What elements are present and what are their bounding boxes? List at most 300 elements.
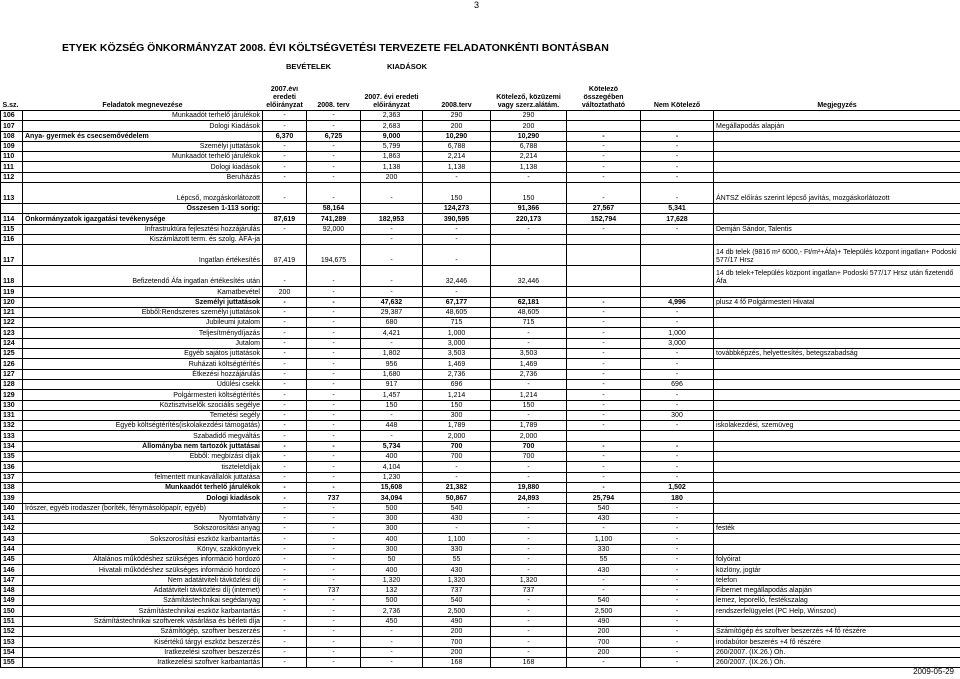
row-number: 151: [1, 616, 23, 626]
row-note: [714, 369, 960, 379]
row-number: 146: [1, 565, 23, 575]
row-value: -: [567, 462, 641, 472]
row-number: 141: [1, 513, 23, 523]
row-number: 136: [1, 462, 23, 472]
row-value: -: [263, 349, 307, 359]
row-value: -: [263, 493, 307, 503]
table-row: [1, 141, 960, 151]
row-note: [714, 162, 960, 172]
row-value: [307, 234, 361, 244]
row-name: Nem adatátviteli távközlési díj: [23, 575, 263, 585]
row-name: Lépcső, mozgáskorlátozott: [23, 183, 263, 204]
row-value: -: [263, 585, 307, 595]
row-value: [641, 431, 714, 441]
row-value: -: [641, 534, 714, 544]
row-value: -: [263, 111, 307, 121]
row-value: -: [567, 585, 641, 595]
table-row: [1, 606, 960, 616]
row-value: 1,320: [491, 575, 567, 585]
row-note: plusz 4 fő Polgármesteri Hivatal: [714, 297, 960, 307]
row-value: 27,567: [567, 204, 641, 214]
row-value: -: [307, 431, 361, 441]
row-value: 5,799: [361, 141, 423, 151]
row-name: Polgármesteri költségtérítés: [23, 390, 263, 400]
row-value: -: [307, 657, 361, 667]
row-value: 200: [491, 121, 567, 131]
row-value: -: [263, 421, 307, 431]
row-value: -: [641, 369, 714, 379]
row-value: 1,230: [361, 472, 423, 482]
row-value: 2,500: [567, 606, 641, 616]
row-name: Dologi kiadások: [23, 493, 263, 503]
row-name: Számítástechnikai eszköz karbantartás: [23, 606, 263, 616]
row-value: -: [307, 575, 361, 585]
row-value: 1,100: [567, 534, 641, 544]
table-row: [1, 121, 960, 131]
row-value: -: [307, 141, 361, 151]
row-note: [714, 214, 960, 224]
row-value: 1,457: [361, 390, 423, 400]
row-value: -: [263, 152, 307, 162]
row-value: 91,366: [491, 204, 567, 214]
row-value: 87,419: [263, 245, 307, 266]
row-value: 34,094: [361, 493, 423, 503]
row-value: -: [361, 224, 423, 234]
row-value: -: [567, 359, 641, 369]
row-name: Számítástechnikai segédanyag: [23, 596, 263, 606]
row-name: Infrastruktúra fejlesztési hozzájárulás: [23, 224, 263, 234]
row-value: -: [307, 554, 361, 564]
row-value: -: [641, 349, 714, 359]
row-value: -: [263, 637, 307, 647]
footer-date: 2009-05-29: [913, 667, 954, 676]
row-number: 134: [1, 441, 23, 451]
row-value: -: [307, 410, 361, 420]
row-value: 150: [491, 183, 567, 204]
row-number: 120: [1, 297, 23, 307]
row-note: [714, 307, 960, 317]
row-note: rendszerfelügyelet (PC Help, Winszoc): [714, 606, 960, 616]
table-row: [1, 318, 960, 328]
row-value: -: [307, 349, 361, 359]
row-value: -: [641, 524, 714, 534]
row-value: -: [263, 534, 307, 544]
row-number: 143: [1, 534, 23, 544]
row-value: 680: [361, 318, 423, 328]
row-number: 107: [1, 121, 23, 131]
row-number: 132: [1, 421, 23, 431]
row-value: -: [567, 379, 641, 389]
row-number: 110: [1, 152, 23, 162]
row-value: 700: [491, 452, 567, 462]
row-name: Kiszámlázott term. és szolg. ÁFÁ-ja: [23, 234, 263, 244]
row-value: 1,789: [491, 421, 567, 431]
row-value: -: [263, 390, 307, 400]
row-value: -: [263, 328, 307, 338]
row-value: 168: [423, 657, 491, 667]
table-row: [1, 493, 960, 503]
row-value: [567, 431, 641, 441]
row-value: [641, 111, 714, 121]
row-value: -: [263, 575, 307, 585]
row-note: [714, 462, 960, 472]
row-value: -: [491, 462, 567, 472]
row-name: Sokszorosítási eszköz karbantartás: [23, 534, 263, 544]
row-value: 92,000: [307, 224, 361, 234]
row-value: 2,214: [491, 152, 567, 162]
row-number: 124: [1, 338, 23, 348]
table-row: [1, 328, 960, 338]
row-name: Egyéb sajátos juttatások: [23, 349, 263, 359]
row-value: 55: [423, 554, 491, 564]
row-value: -: [641, 544, 714, 554]
row-name: Egyéb költségtérítés(iskolakezdési támogatás): [23, 421, 263, 431]
row-name: Köztisztviselők szociális segélye: [23, 400, 263, 410]
row-number: 111: [1, 162, 23, 172]
row-value: -: [491, 606, 567, 616]
row-number: 137: [1, 472, 23, 482]
row-value: -: [641, 172, 714, 182]
row-value: [567, 111, 641, 121]
row-value: -: [263, 503, 307, 513]
row-value: -: [491, 472, 567, 482]
row-value: -: [263, 431, 307, 441]
row-value: -: [491, 410, 567, 420]
row-value: 500: [361, 503, 423, 513]
row-note: festék: [714, 524, 960, 534]
row-value: 956: [361, 359, 423, 369]
row-value: -: [307, 390, 361, 400]
row-number: 127: [1, 369, 23, 379]
table-row: [1, 338, 960, 348]
row-value: 330: [423, 544, 491, 554]
row-value: [641, 234, 714, 244]
row-name: Iratkezelési szoftver karbantartás: [23, 657, 263, 667]
row-value: 450: [361, 616, 423, 626]
row-value: -: [263, 307, 307, 317]
row-note: [714, 172, 960, 182]
row-value: -: [491, 338, 567, 348]
row-value: -: [641, 452, 714, 462]
row-note: [714, 141, 960, 151]
row-name: Szabadidő megváltás: [23, 431, 263, 441]
row-number: 140: [1, 503, 23, 513]
row-value: -: [307, 452, 361, 462]
row-value: 330: [567, 544, 641, 554]
row-value: -: [263, 172, 307, 182]
header-c1: 2007.évi eredeti előirányzat: [266, 86, 303, 109]
row-value: -: [567, 390, 641, 400]
row-value: 1,138: [361, 162, 423, 172]
row-name: Iratkezelési szoftver beszerzés: [23, 647, 263, 657]
row-note: [714, 390, 960, 400]
row-number: 114: [1, 214, 23, 224]
row-value: [567, 234, 641, 244]
row-value: 490: [567, 616, 641, 626]
row-value: 737: [491, 585, 567, 595]
row-value: -: [567, 224, 641, 234]
row-value: 1,214: [491, 390, 567, 400]
row-value: 1,138: [423, 162, 491, 172]
row-value: 1,214: [423, 390, 491, 400]
row-value: -: [423, 287, 491, 297]
row-value: -: [263, 452, 307, 462]
row-value: 150: [491, 400, 567, 410]
row-note: Fibernet megállapodás alapján: [714, 585, 960, 595]
row-value: -: [263, 462, 307, 472]
row-number: 106: [1, 111, 23, 121]
row-value: -: [423, 224, 491, 234]
row-value: 741,289: [307, 214, 361, 224]
row-value: 300: [361, 513, 423, 523]
row-value: -: [641, 606, 714, 616]
row-value: 3,000: [641, 338, 714, 348]
row-value: -: [491, 596, 567, 606]
row-value: 430: [567, 513, 641, 523]
row-value: -: [263, 162, 307, 172]
table-row: [1, 565, 960, 575]
row-note: ÁNTSZ előírás szerint lépcső javítás, mozgáskorlátozott: [714, 183, 960, 204]
row-value: -: [641, 627, 714, 637]
row-value: 715: [423, 318, 491, 328]
row-value: -: [307, 441, 361, 451]
table-row: [1, 616, 960, 626]
row-name: Anya- gyermek és csecsemővédelem: [23, 131, 263, 141]
row-value: 696: [641, 379, 714, 389]
row-name: Jutalom: [23, 338, 263, 348]
row-value: 87,619: [263, 214, 307, 224]
row-value: 55: [567, 554, 641, 564]
row-value: -: [491, 647, 567, 657]
row-note: [714, 111, 960, 121]
row-note: [714, 287, 960, 297]
row-name: Sokszorosítási anyag: [23, 524, 263, 534]
row-number: 139: [1, 493, 23, 503]
row-value: 50,867: [423, 493, 491, 503]
table-row: [1, 390, 960, 400]
row-value: -: [641, 224, 714, 234]
table-row: [1, 183, 960, 204]
row-value: 150: [361, 400, 423, 410]
row-value: -: [567, 575, 641, 585]
row-value: 21,382: [423, 482, 491, 492]
row-value: 300: [361, 524, 423, 534]
table-row: [1, 297, 960, 307]
row-value: 194,675: [307, 245, 361, 266]
row-value: [567, 121, 641, 131]
row-value: 2,000: [491, 431, 567, 441]
row-value: -: [263, 482, 307, 492]
row-value: -: [263, 657, 307, 667]
row-value: -: [491, 565, 567, 575]
row-value: -: [263, 379, 307, 389]
row-value: 500: [361, 596, 423, 606]
row-value: [567, 266, 641, 287]
row-value: 200: [423, 647, 491, 657]
row-number: 128: [1, 379, 23, 389]
row-value: -: [641, 472, 714, 482]
row-value: 200: [361, 172, 423, 182]
row-name: Teljesítménydíjazás: [23, 328, 263, 338]
row-value: 48,605: [423, 307, 491, 317]
row-value: 1,320: [361, 575, 423, 585]
row-value: -: [567, 400, 641, 410]
row-value: -: [263, 616, 307, 626]
row-note: [714, 472, 960, 482]
row-value: 300: [423, 410, 491, 420]
row-value: -: [263, 524, 307, 534]
row-value: -: [641, 318, 714, 328]
row-value: -: [641, 585, 714, 595]
row-number: 119: [1, 287, 23, 297]
row-name: Állományba nem tartozók juttatásai: [23, 441, 263, 451]
row-note: [714, 452, 960, 462]
row-value: -: [567, 349, 641, 359]
row-note: [714, 379, 960, 389]
table-row: [1, 534, 960, 544]
row-note: iskolakezdési, szemüveg: [714, 421, 960, 431]
row-value: 3,000: [423, 338, 491, 348]
row-value: 737: [307, 585, 361, 595]
row-name: Kisértékű tárgyi eszköz beszerzés: [23, 637, 263, 647]
row-value: -: [307, 111, 361, 121]
row-value: -: [641, 554, 714, 564]
row-value: -: [641, 421, 714, 431]
row-value: -: [423, 462, 491, 472]
row-value: -: [641, 131, 714, 141]
row-value: -: [307, 647, 361, 657]
row-note: [714, 318, 960, 328]
row-value: 6,788: [491, 141, 567, 151]
row-note: [714, 534, 960, 544]
row-number: 112: [1, 172, 23, 182]
row-value: -: [567, 141, 641, 151]
header-name: Feladatok megnevezése: [102, 102, 183, 109]
row-value: 1,469: [491, 359, 567, 369]
row-value: -: [641, 647, 714, 657]
row-value: 700: [423, 441, 491, 451]
row-value: -: [641, 565, 714, 575]
table-row: [1, 369, 960, 379]
table-row: [1, 627, 960, 637]
row-value: -: [263, 141, 307, 151]
row-number: 113: [1, 183, 23, 204]
row-value: -: [307, 482, 361, 492]
row-number: 122: [1, 318, 23, 328]
row-note: [714, 338, 960, 348]
row-name: Temetési segély: [23, 410, 263, 420]
row-value: -: [307, 266, 361, 287]
table-row: [1, 596, 960, 606]
row-name: Számítástechnikai szoftverek vásárlása és bérleti díja: [23, 616, 263, 626]
row-value: 168: [491, 657, 567, 667]
row-value: [491, 245, 567, 266]
row-number: 153: [1, 637, 23, 647]
row-number: 148: [1, 585, 23, 595]
row-name: felmentett munkavállalók juttatása: [23, 472, 263, 482]
table-row: [1, 482, 960, 492]
row-name: Adatátviteli távközlési díj (internet): [23, 585, 263, 595]
row-name: Hivatali működéshez szükséges információ hordozó: [23, 565, 263, 575]
row-value: -: [641, 575, 714, 585]
table-row: [1, 513, 960, 523]
row-note: Demján Sándor, Talentis: [714, 224, 960, 234]
row-note: [714, 204, 960, 214]
header-ssz: S.sz.: [2, 102, 19, 109]
row-number: 130: [1, 400, 23, 410]
row-number: 154: [1, 647, 23, 657]
row-value: -: [307, 162, 361, 172]
table-row: [1, 224, 960, 234]
row-note: [714, 431, 960, 441]
row-name: Ebből:Rendszeres személyi juttatások: [23, 307, 263, 317]
row-note: [714, 328, 960, 338]
row-number: 126: [1, 359, 23, 369]
row-value: -: [361, 183, 423, 204]
row-value: 200: [423, 627, 491, 637]
table-row: [1, 462, 960, 472]
row-value: 4,996: [641, 297, 714, 307]
row-note: továbbképzés, helyettesítés, betegszabadság: [714, 349, 960, 359]
row-note: [714, 359, 960, 369]
row-name: Munkaadót terhelő járulékok: [23, 482, 263, 492]
row-value: -: [263, 318, 307, 328]
table-row: [1, 111, 960, 121]
row-value: 32,446: [423, 266, 491, 287]
row-value: 700: [423, 637, 491, 647]
row-name: Könyv, szakkönyvek: [23, 544, 263, 554]
row-value: -: [263, 565, 307, 575]
row-value: [263, 234, 307, 244]
row-value: -: [491, 554, 567, 564]
row-number: 118: [1, 266, 23, 287]
row-value: -: [263, 266, 307, 287]
table-row: [1, 245, 960, 266]
row-value: -: [263, 369, 307, 379]
row-value: -: [307, 287, 361, 297]
row-number: 116: [1, 234, 23, 244]
row-value: [263, 204, 307, 214]
row-value: 1,789: [423, 421, 491, 431]
row-value: -: [307, 338, 361, 348]
row-value: -: [307, 307, 361, 317]
table-row: [1, 441, 960, 451]
row-note: [714, 410, 960, 420]
table-row: [1, 359, 960, 369]
row-value: -: [263, 183, 307, 204]
row-name: Étkezési hozzájárulás: [23, 369, 263, 379]
row-note: folyóirat: [714, 554, 960, 564]
table-row: [1, 431, 960, 441]
row-value: -: [641, 400, 714, 410]
row-value: 182,953: [361, 214, 423, 224]
row-value: -: [307, 565, 361, 575]
row-note: telefon: [714, 575, 960, 585]
row-value: 700: [567, 637, 641, 647]
row-value: -: [307, 616, 361, 626]
row-value: -: [423, 472, 491, 482]
row-value: 290: [491, 111, 567, 121]
row-name: Munkaadót terhelő járulékok: [23, 152, 263, 162]
table-body: [1, 111, 960, 668]
row-value: 2,736: [361, 606, 423, 616]
table-row: [1, 162, 960, 172]
table-row: [1, 554, 960, 564]
row-note: [714, 441, 960, 451]
row-value: -: [567, 297, 641, 307]
row-value: 200: [263, 287, 307, 297]
table-row: [1, 410, 960, 420]
